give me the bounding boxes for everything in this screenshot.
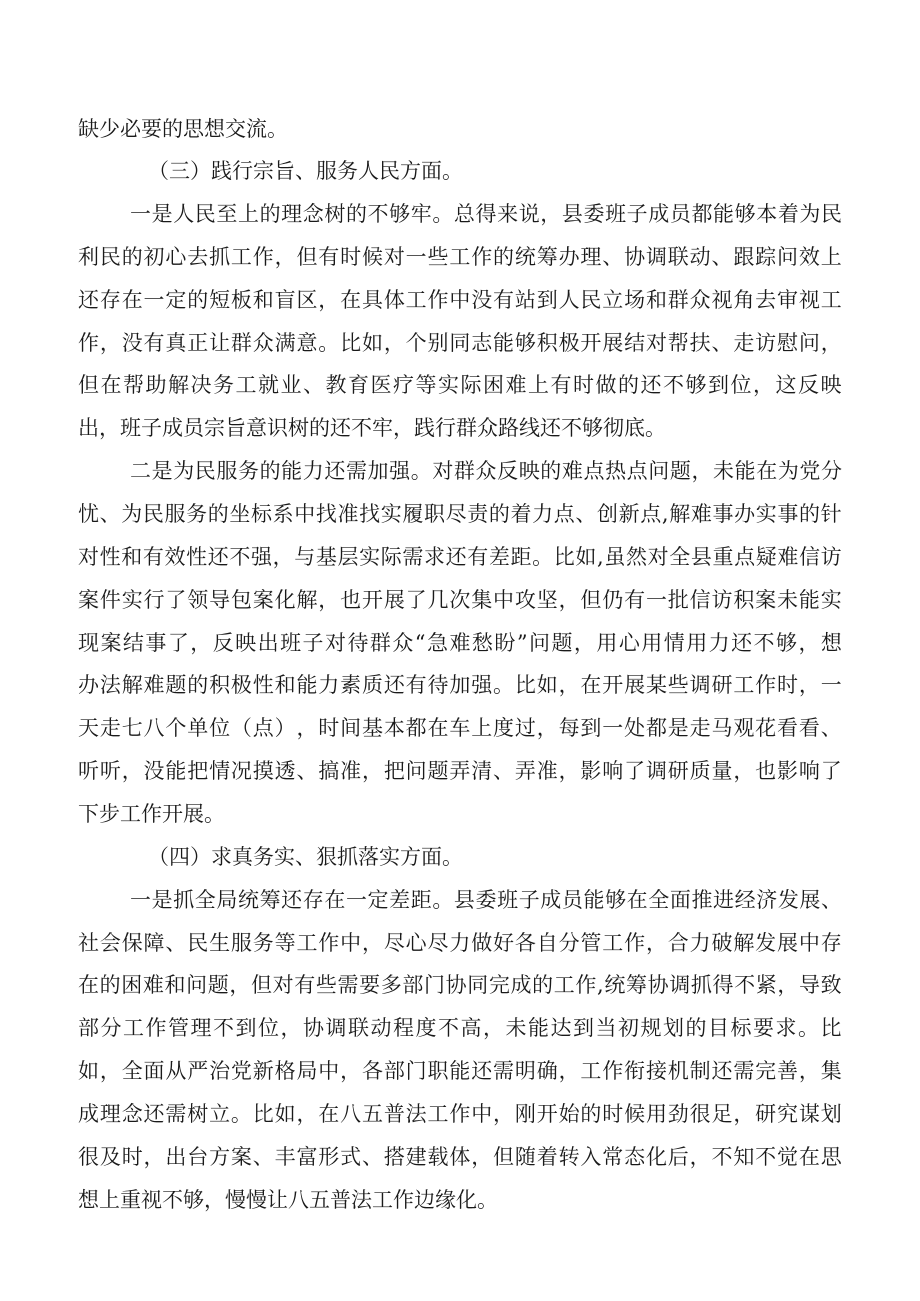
text-line: 缺少必要的思想交流。: [78, 117, 288, 141]
section-heading: （四）求真务实、狠抓落实方面。: [148, 845, 463, 869]
text-line: 办 法 解 难 题 的 积 极 性 和 能 力 素 质 还 有 待 加 强 。 比 如 ， 在 开 展 某 些 调 研 工 作 时 ， 一: [78, 673, 842, 697]
text-line: 忧 、 为 民 服 务 的 坐 标 系 中 找 准 找 实 履 职 尽 责 的 着 力 点 、 创 新 点 , 解 难 事 办 实 事 的 针: [78, 502, 842, 526]
text-line: 成 理 念 还 需 树 立 。 比 如 ， 在 八 五 普 法 工 作 中 ， 刚 开 始 的 时 候 用 劲 很 足 ， 研 究 谋 划: [78, 1102, 842, 1126]
text-line: 案 件 实 行 了 领 导 包 案 化 解 ， 也 开 展 了 几 次 集 中 攻 坚 ， 但 仍 有 一 批 信 访 积 案 未 能 实: [78, 588, 842, 612]
text-line: 下步工作开展。: [78, 802, 225, 826]
text-line: 作 ， 没 有 真 正 让 群 众 满 意 。 比 如 ， 个 别 同 志 能 够 积 极 开 展 结 对 帮 扶 、 走 访 慰 问 ，: [78, 331, 842, 355]
text-line: 利 民 的 初 心 去 抓 工 作 ， 但 有 时 候 对 一 些 工 作 的 统 筹 办 理 、 协 调 联 动 、 跟 踪 问 效 上: [78, 245, 842, 269]
text-line: 现 案 结 事 了 ， 反 映 出 班 子 对 待 群 众 “ 急 难 愁 盼 ” 问 题 ， 用 心 用 情 用 力 还 不 够 ， 想: [78, 631, 842, 655]
text-line: 还 存 在 一 定 的 短 板 和 盲 区 ， 在 具 体 工 作 中 没 有 站 到 人 民 立 场 和 群 众 视 角 去 审 视 工: [78, 288, 842, 312]
text-line: 想上重视不够，慢慢让八五普法工作边缘化。: [78, 1188, 498, 1212]
text-line: 在 的 困 难 和 问 题 ， 但 对 有 些 需 要 多 部 门 协 同 完 成 的 工 作 , 统 筹 协 调 抓 得 不 紧 ， 导 致: [78, 973, 842, 997]
text-line: 听 听 ， 没 能 把 情 况 摸 透 、 搞 准 ， 把 问 题 弄 清 、 弄 准 ， 影 响 了 调 研 质 量 ， 也 影 响 了: [78, 759, 842, 783]
text-line: 部 分 工 作 管 理 不 到 位 ， 协 调 联 动 程 度 不 高 ， 未 能 达 到 当 初 规 划 的 目 标 要 求 。 比: [78, 1016, 842, 1040]
text-line: 二 是 为 民 服 务 的 能 力 还 需 加 强 。 对 群 众 反 映 的 难 点 热 点 问 题 ， 未 能 在 为 党 分: [130, 459, 842, 483]
text-line: 很 及 时 ， 出 台 方 案 、 丰 富 形 式 、 搭 建 载 体 ， 但 随 着 转 入 常 态 化 后 ， 不 知 不 觉 在 思: [78, 1145, 842, 1169]
text-line: 一 是 人 民 至 上 的 理 念 树 的 不 够 牢 。 总 得 来 说 ， 县 委 班 子 成 员 都 能 够 本 着 为 民: [130, 202, 842, 226]
text-line: 如 ， 全 面 从 严 治 党 新 格 局 中 ， 各 部 门 职 能 还 需 明 确 ， 工 作 衔 接 机 制 还 需 完 善 ， 集: [78, 1059, 842, 1083]
text-line: 但 在 帮 助 解 决 务 工 就 业 、 教 育 医 疗 等 实 际 困 难 上 有 时 做 的 还 不 够 到 位 ， 这 反 映: [78, 373, 842, 397]
text-line: 社 会 保 障 、 民 生 服 务 等 工 作 中 ， 尽 心 尽 力 做 好 各 自 分 管 工 作 ， 合 力 破 解 发 展 中 存: [78, 931, 842, 955]
section-heading: （三）践行宗旨、服务人民方面。: [148, 159, 463, 183]
text-line: 出，班子成员宗旨意识树的还不牢，践行群众路线还不够彻底。: [78, 416, 666, 440]
text-line: 一 是 抓 全 局 统 筹 还 存 在 一 定 差 距 。 县 委 班 子 成 员 能 够 在 全 面 推 进 经 济 发 展 、: [130, 888, 842, 912]
text-line: 对 性 和 有 效 性 还 不 强 ， 与 基 层 实 际 需 求 还 有 差 距 。 比 如 , 虽 然 对 全 县 重 点 疑 难 信 访: [78, 545, 842, 569]
text-line: 天 走 七 八 个 单 位 （ 点 ） ， 时 间 基 本 都 在 车 上 度 过 ， 每 到 一 处 都 是 走 马 观 花 看 看 、: [78, 716, 842, 740]
